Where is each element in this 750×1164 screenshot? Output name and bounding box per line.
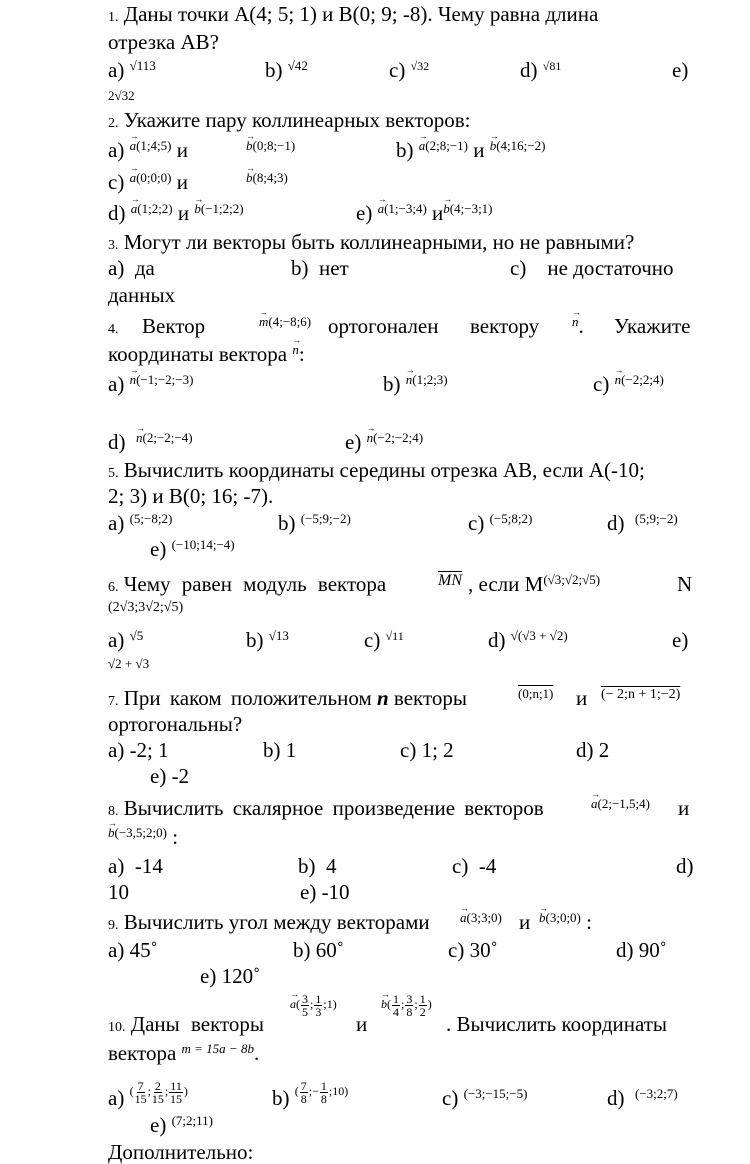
q1-option-e-value: 2√32 bbox=[108, 88, 135, 103]
q4-option-c bbox=[593, 372, 664, 399]
q3-line bbox=[108, 230, 634, 258]
option-value: (7;2;11) bbox=[171, 1113, 213, 1128]
vector-b: → b bbox=[539, 906, 546, 930]
q5-option-d bbox=[607, 511, 678, 538]
q7-option-d: d) 2 bbox=[576, 738, 610, 762]
q7-option-b: b) 1 bbox=[263, 738, 297, 762]
numerator: 3 bbox=[406, 991, 413, 1006]
option-value: √81 bbox=[542, 59, 562, 73]
q2-line bbox=[108, 108, 471, 136]
denominator: 3 bbox=[315, 1004, 322, 1019]
option-label: d) bbox=[607, 1086, 625, 1110]
fraction bbox=[169, 1080, 183, 1105]
vector-n: → $^n$ bbox=[572, 310, 579, 334]
coord: (1;−3;4) bbox=[384, 201, 427, 216]
numerator: 7 bbox=[137, 1078, 144, 1093]
vector-n: → n bbox=[406, 368, 413, 392]
q8-option-d: d) bbox=[676, 854, 694, 878]
q5-line1 bbox=[108, 458, 645, 486]
option-label: c) bbox=[442, 1086, 459, 1110]
coord: (1;4;5) bbox=[136, 138, 172, 153]
coord: (8;4;3) bbox=[252, 170, 288, 185]
vector-b: → b bbox=[246, 166, 253, 190]
option-label: c) bbox=[452, 854, 469, 878]
q10-option-b: b) $^{( \frac{7}{8} ;- \frac{1}{8} ;10)}$ bbox=[272, 1078, 349, 1110]
q10-text: Даны векторы bbox=[130, 1012, 265, 1036]
q10-formula: m = 15a − 8b bbox=[181, 1041, 254, 1056]
q9-option-b: b) 60˚ bbox=[293, 938, 344, 962]
option-label: a) bbox=[108, 628, 125, 652]
q10-line2: вектора $^{m = 15a - 8b}$. bbox=[108, 1041, 260, 1065]
q3-option-b bbox=[291, 256, 349, 280]
option-value: -4 bbox=[478, 854, 497, 878]
q5-option-e bbox=[150, 537, 235, 564]
q4-word: Укажите bbox=[614, 314, 691, 338]
fraction bbox=[320, 1080, 328, 1105]
option-value: √13 bbox=[268, 628, 289, 643]
q6-option-e: e) bbox=[672, 628, 689, 652]
fraction bbox=[419, 993, 427, 1018]
option-label: b) bbox=[272, 1086, 290, 1110]
coord: (0;0;0) bbox=[136, 170, 172, 185]
vector-n: → n bbox=[615, 368, 622, 392]
vector-a: → a bbox=[290, 992, 296, 1016]
option-value: (−3;2;7) bbox=[635, 1086, 678, 1101]
denominator: 4 bbox=[393, 1004, 399, 1019]
vector-a: → a bbox=[131, 197, 138, 221]
q8-option-c bbox=[452, 854, 496, 878]
q10-text: . Вычислить координаты bbox=[446, 1012, 668, 1036]
coord: (0;8;−1) bbox=[252, 138, 296, 153]
q4-line2: координаты вектора → $^n$: bbox=[108, 342, 305, 369]
denominator: 2 bbox=[419, 1004, 426, 1019]
coord: (4;−8;6) bbox=[268, 314, 312, 329]
q7-option-a: a) -2; 1 bbox=[108, 738, 169, 762]
option-label: c) bbox=[364, 628, 381, 652]
q8-vector-a bbox=[591, 796, 650, 823]
q2-option-c bbox=[108, 170, 188, 197]
q7-option-c: c) 1; 2 bbox=[400, 738, 454, 762]
fraction bbox=[392, 993, 400, 1018]
numerator: 1 bbox=[393, 991, 399, 1006]
vector-b: → b bbox=[246, 134, 253, 158]
q7-text: векторы bbox=[393, 686, 467, 710]
option-label: d) bbox=[607, 511, 625, 535]
q5-text-cont: 2; 3) и B(0; 16; -7). bbox=[108, 484, 274, 508]
q2-option-b bbox=[396, 138, 545, 165]
q9-option-d: d) 90˚ bbox=[616, 938, 667, 962]
option-label: d) bbox=[520, 58, 538, 82]
fraction bbox=[314, 993, 322, 1018]
q6-option-c bbox=[364, 628, 404, 655]
q3-option-c-cont: данных bbox=[108, 283, 176, 307]
q8-text: Вычислить скалярное произведение векторов bbox=[123, 796, 544, 820]
option-label: a) bbox=[108, 854, 125, 878]
option-value: 4 bbox=[326, 854, 337, 878]
q9-vector-b bbox=[539, 910, 592, 937]
option-label: c) bbox=[389, 58, 406, 82]
q6-n-coord: (2√3;3√2;√5) bbox=[108, 600, 184, 615]
and-word: и bbox=[473, 138, 485, 162]
coord: (3;3;0) bbox=[466, 910, 502, 925]
q10-line1 bbox=[108, 1012, 264, 1040]
coord: (−3,5;2;0) bbox=[114, 825, 167, 840]
and-word: и bbox=[519, 910, 531, 934]
coord: (2;8;−1) bbox=[425, 138, 468, 153]
option-value: да bbox=[134, 256, 155, 280]
q9-option-e: e) 120˚ bbox=[200, 964, 261, 988]
denominator: 5 bbox=[302, 1004, 308, 1019]
coord: 1 bbox=[326, 997, 333, 1011]
q7-line1 bbox=[108, 686, 467, 714]
q4-option-e bbox=[345, 430, 423, 457]
q6-vector-mn bbox=[438, 572, 462, 599]
option-label: a) bbox=[108, 58, 125, 82]
option-label: e) bbox=[356, 201, 373, 225]
option-value: (−3;−15;−5) bbox=[463, 1086, 528, 1101]
q10-vector-a: → a( $\frac{3}{5}$ ; $\frac{1}{3}$ ;1) bbox=[290, 992, 337, 1018]
coord: (−1;−2;−3) bbox=[136, 372, 194, 387]
q9-option-a: a) 45˚ bbox=[108, 938, 158, 962]
coord: (2;−1,5;4) bbox=[597, 796, 650, 811]
q4-option-d bbox=[108, 430, 193, 457]
vector-a: → a bbox=[419, 134, 426, 158]
numerator: 2 bbox=[154, 1078, 161, 1093]
q1-text-cont: отрезка AB? bbox=[108, 30, 219, 54]
vector-mn: MN bbox=[438, 572, 462, 589]
q1-option-b bbox=[265, 58, 308, 85]
denominator: 8 bbox=[406, 1004, 413, 1019]
numerator: 1 bbox=[320, 1078, 327, 1093]
option-label: b) bbox=[265, 58, 283, 82]
fraction bbox=[300, 1080, 308, 1105]
q4-word: ортогонален bbox=[328, 314, 439, 338]
option-label: a) bbox=[108, 256, 125, 280]
option-label: b) bbox=[246, 628, 264, 652]
denominator: 8 bbox=[320, 1091, 327, 1106]
option-label: c) bbox=[510, 256, 527, 280]
q6-point-n: N bbox=[677, 572, 693, 596]
vector-a: → a bbox=[591, 792, 598, 816]
option-label: c) bbox=[593, 372, 610, 396]
q5-option-b bbox=[278, 511, 351, 538]
option-value: нет bbox=[319, 256, 349, 280]
q1-option-e: e) bbox=[672, 58, 689, 82]
q5-option-a bbox=[108, 511, 172, 538]
option-value: не достаточно bbox=[547, 256, 674, 280]
coord: (3;0;0) bbox=[545, 910, 581, 925]
option-label: a) bbox=[108, 372, 125, 396]
q6-number: 6. bbox=[108, 580, 119, 595]
q10-text: вектора bbox=[108, 1041, 177, 1065]
and-word: и bbox=[678, 796, 690, 820]
vector-coord: (0;n;1) bbox=[518, 686, 554, 701]
denominator: 15 bbox=[170, 1091, 183, 1106]
option-label: a) bbox=[108, 511, 125, 535]
and-word: и bbox=[177, 201, 190, 225]
coord: (−2;−2;4) bbox=[373, 430, 424, 445]
additional-heading: Дополнительно: bbox=[108, 1140, 254, 1164]
numerator: 3 bbox=[302, 991, 308, 1006]
vector-m: → m bbox=[259, 310, 268, 334]
q8-line1 bbox=[108, 796, 544, 824]
vector-n: → n bbox=[136, 426, 143, 450]
numerator: 1 bbox=[315, 991, 322, 1006]
option-label: b) bbox=[298, 854, 316, 878]
option-label: c) bbox=[108, 170, 125, 194]
coord: (1;2;3) bbox=[412, 372, 448, 387]
numerator: 11 bbox=[170, 1078, 182, 1093]
q1-option-c bbox=[389, 58, 429, 85]
q3-option-c bbox=[510, 256, 674, 280]
denominator: 15 bbox=[134, 1091, 147, 1106]
q6-text: , если M bbox=[468, 572, 544, 596]
fraction bbox=[405, 993, 413, 1018]
q8-option-d-value: 10 bbox=[108, 880, 129, 904]
q4-word: Вектор bbox=[142, 314, 206, 338]
q6-option-a bbox=[108, 628, 143, 655]
option-label: e) bbox=[150, 537, 167, 561]
q9-number: 9. bbox=[108, 918, 119, 933]
q4-word: вектору bbox=[470, 314, 540, 338]
q7-text: При каком положительном bbox=[123, 686, 372, 710]
option-value: √(√3 + √2) bbox=[510, 628, 568, 643]
q3-text: Могут ли векторы быть коллинеарными, но не равными? bbox=[123, 230, 635, 254]
q4-option-a bbox=[108, 372, 193, 399]
q6-if bbox=[468, 572, 600, 599]
option-value: (5;9;−2) bbox=[635, 511, 678, 526]
fraction bbox=[135, 1080, 147, 1105]
q2-number: 2. bbox=[108, 116, 119, 131]
q9-option-c: c) 30˚ bbox=[448, 938, 498, 962]
vector-a: → a bbox=[460, 906, 467, 930]
q5-number: 5. bbox=[108, 466, 119, 481]
q8-option-b bbox=[298, 854, 337, 878]
numerator: 7 bbox=[300, 1078, 307, 1093]
and-word: и bbox=[356, 1012, 368, 1036]
vector-n: → n bbox=[367, 426, 374, 450]
q2-option-d bbox=[108, 201, 244, 228]
q5-option-c bbox=[468, 511, 532, 538]
q2-option-c-b bbox=[246, 170, 288, 197]
q4-option-b bbox=[383, 372, 448, 399]
vector-b: → b bbox=[443, 197, 450, 221]
and-word: и bbox=[176, 170, 188, 194]
option-value: (5;−8;2) bbox=[129, 511, 173, 526]
vector-a: → a bbox=[130, 166, 137, 190]
coord: (−1;2;2) bbox=[200, 201, 244, 216]
q4-number: 4. bbox=[108, 322, 119, 337]
q10-option-a: a) $^{( \frac{7}{15} ; \frac{2}{15} ; \frac{11}{15} )}$ bbox=[108, 1078, 188, 1110]
q8-option-e: e) -10 bbox=[300, 880, 350, 904]
option-value: √32 bbox=[410, 59, 430, 73]
q7-n: n bbox=[376, 686, 389, 710]
q8-vector-b bbox=[108, 825, 178, 852]
vector-coord: (− 2;n + 1;−2) bbox=[601, 687, 681, 702]
option-value: (−10;14;−4) bbox=[171, 537, 235, 552]
q6-option-b bbox=[246, 628, 289, 655]
coord: (1;2;2) bbox=[137, 201, 173, 216]
coord: (4;16;−2) bbox=[496, 138, 546, 153]
vector-b: → b bbox=[490, 134, 497, 158]
option-value: √113 bbox=[129, 58, 156, 73]
q7-text-cont: ортогональны? bbox=[108, 712, 243, 736]
q1-text: Даны точки A(4; 5; 1) и B(0; 9; -8). Чему равна длина bbox=[123, 2, 599, 26]
fraction bbox=[301, 993, 309, 1018]
option-label: b) bbox=[383, 372, 401, 396]
q10-option-e bbox=[150, 1113, 213, 1140]
q3-option-a bbox=[108, 256, 155, 280]
vector-n: → n bbox=[130, 368, 137, 392]
q10-option-d bbox=[607, 1086, 678, 1113]
q10-vector-b: → b( $\frac{1}{4}$ ; $\frac{3}{8}$ ; $\frac{1}{2}$ ) bbox=[381, 992, 432, 1018]
q1-option-a bbox=[108, 58, 156, 85]
vector-b: → b bbox=[194, 197, 201, 221]
and-word: и bbox=[176, 138, 188, 162]
q4-line1 bbox=[108, 314, 119, 342]
coord: (2;−2;−4) bbox=[142, 430, 193, 445]
coord: (−2;2;4) bbox=[621, 372, 664, 387]
q2-option-a bbox=[108, 138, 188, 165]
option-value: -14 bbox=[134, 854, 163, 878]
numerator: 1 bbox=[419, 991, 426, 1006]
colon: : bbox=[172, 825, 179, 849]
colon: : bbox=[586, 910, 592, 934]
q4-vector-m bbox=[259, 314, 311, 341]
option-label: d) bbox=[108, 430, 126, 454]
vector-b: → b bbox=[381, 992, 387, 1016]
q5-text: Вычислить координаты середины отрезка AB, если A(-10; bbox=[123, 458, 645, 482]
vector-n: → $^n$ bbox=[292, 338, 299, 362]
q7-vector2 bbox=[601, 686, 680, 714]
and-word: и bbox=[432, 201, 444, 225]
denominator: 15 bbox=[151, 1091, 164, 1106]
option-label: b) bbox=[291, 256, 309, 280]
and-word: и bbox=[576, 686, 588, 710]
option-label: d) bbox=[108, 201, 126, 225]
q1-line1 bbox=[108, 2, 720, 30]
q4-text: координаты вектора bbox=[108, 342, 288, 366]
q10-option-c bbox=[442, 1086, 527, 1113]
option-label: a) bbox=[108, 138, 125, 162]
option-value: √5 bbox=[129, 628, 144, 643]
q1-option-d bbox=[520, 58, 561, 85]
m-coord: (√3;√2;√5) bbox=[543, 572, 601, 587]
q6-option-e-value: √2 + √3 bbox=[108, 656, 150, 671]
option-label: e) bbox=[150, 1113, 167, 1137]
option-label: b) bbox=[278, 511, 296, 535]
q4-vector-n: → $^n$. bbox=[572, 314, 584, 341]
option-value: √11 bbox=[385, 629, 404, 643]
option-label: c) bbox=[468, 511, 485, 535]
denominator: 8 bbox=[300, 1091, 307, 1106]
vector-a: → a bbox=[378, 197, 385, 221]
q7-option-e: e) -2 bbox=[150, 764, 190, 788]
q7-number: 7. bbox=[108, 694, 119, 709]
option-label: d) bbox=[488, 628, 506, 652]
q7-vector1 bbox=[518, 686, 553, 713]
fraction bbox=[152, 1080, 164, 1105]
q8-number: 8. bbox=[108, 804, 119, 819]
q1-number: 1. bbox=[108, 10, 119, 25]
option-value: (−5;9;−2) bbox=[300, 511, 351, 526]
q6-option-d bbox=[488, 628, 568, 655]
coord: (4;−3;1) bbox=[449, 201, 493, 216]
option-value: √42 bbox=[287, 58, 308, 73]
q6-text: Чему равен модуль вектора bbox=[123, 572, 387, 596]
vector-a: → a bbox=[130, 134, 137, 158]
q9-vector-a bbox=[460, 910, 502, 937]
q2-text: Укажите пару коллинеарных векторов: bbox=[123, 108, 471, 132]
vector-b: → b bbox=[108, 821, 115, 845]
option-label: e) bbox=[345, 430, 362, 454]
q10-number: 10. bbox=[108, 1020, 126, 1035]
q8-option-a bbox=[108, 854, 163, 878]
q9-text: Вычислить угол между векторами bbox=[123, 910, 430, 934]
option-label: b) bbox=[396, 138, 414, 162]
q9-line1 bbox=[108, 910, 430, 938]
option-value: (−5;8;2) bbox=[489, 511, 533, 526]
q2-option-e bbox=[356, 201, 493, 228]
q3-number: 3. bbox=[108, 238, 119, 253]
coord: 10 bbox=[332, 1084, 345, 1098]
option-label: a) bbox=[108, 1086, 125, 1110]
